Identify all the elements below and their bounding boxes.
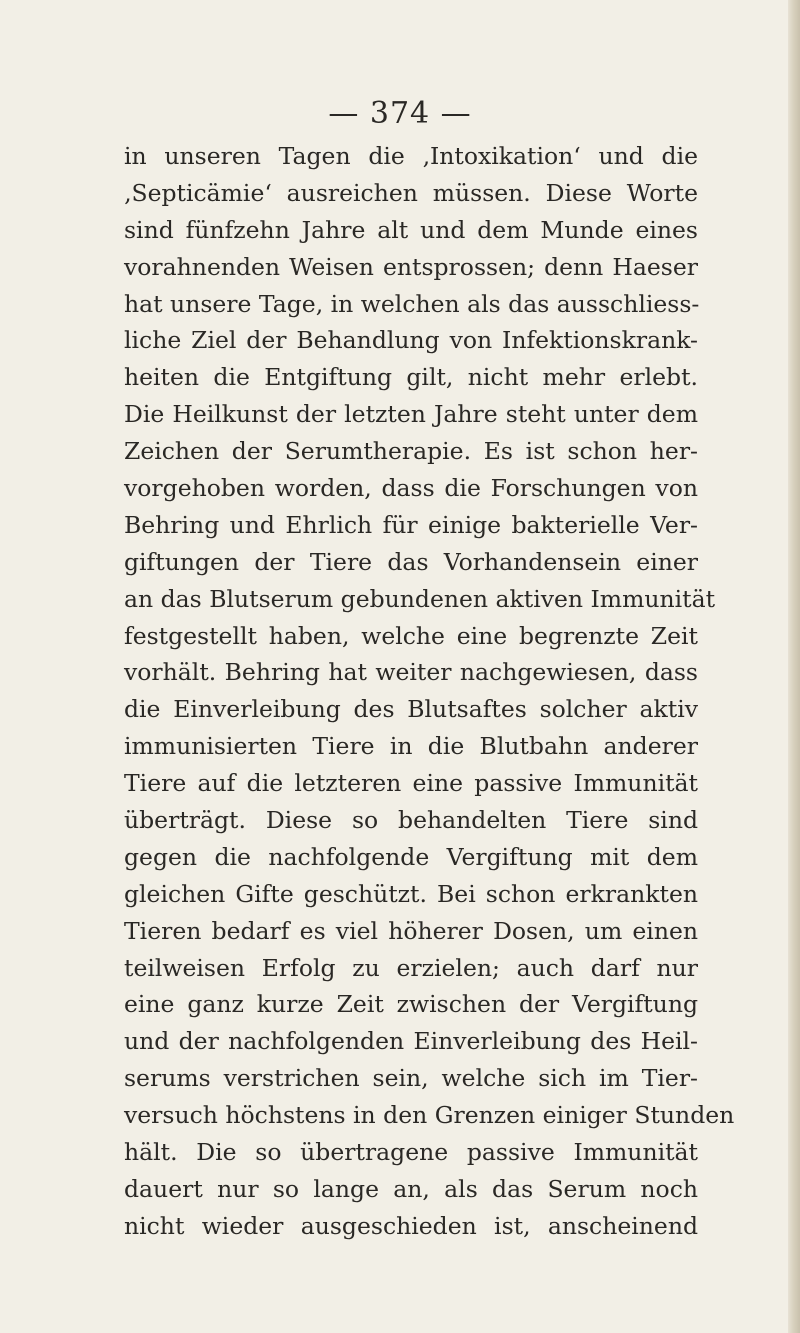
- text-line: nicht wieder ausgeschieden ist, anscheinend: [124, 1211, 698, 1240]
- text-line: überträgt. Diese so behandelten Tiere sind: [124, 806, 698, 835]
- page-number-header: — 374 —: [328, 96, 472, 131]
- text-line: teilweisen Erfolg zu erzielen; auch darf nur: [124, 953, 698, 982]
- text-line: sind fünfzehn Jahre alt und dem Munde eines: [124, 215, 698, 244]
- text-line: Tieren bedarf es viel höherer Dosen, um einen: [124, 916, 698, 945]
- text-line: giftungen der Tiere das Vorhandensein einer: [124, 547, 698, 576]
- text-line: Behring und Ehrlich für einige bakterielle Ver-: [124, 510, 698, 539]
- text-line: ‚Septicämie‘ ausreichen müssen. Diese Worte: [124, 178, 698, 207]
- text-line: hat unsere Tage, in welchen als das ausschliess-: [124, 289, 700, 318]
- text-line: und der nachfolgenden Einverleibung des Heil-: [124, 1027, 698, 1056]
- text-line: vorahnenden Weisen entsprossen; denn Haeser: [124, 252, 698, 281]
- text-line: liche Ziel der Behandlung von Infektionskrank-: [124, 326, 698, 355]
- text-line: immunisierten Tiere in die Blutbahn anderer: [124, 732, 698, 761]
- text-line: serums verstrichen sein, welche sich im Tier-: [124, 1064, 698, 1093]
- text-line: eine ganz kurze Zeit zwischen der Vergiftung: [124, 990, 698, 1019]
- text-line: versuch höchstens in den Grenzen einiger Stunden: [124, 1101, 735, 1130]
- text-line: Tiere auf die letzteren eine passive Immunität: [124, 769, 698, 798]
- text-line: die Einverleibung des Blutsaftes solcher aktiv: [124, 695, 698, 724]
- text-line: in unseren Tagen die ‚Intoxikation‘ und die: [124, 142, 698, 170]
- text-line: gegen die nachfolgende Vergiftung mit dem: [124, 842, 698, 871]
- text-line: an das Blutserum gebundenen aktiven Immunität: [124, 584, 716, 613]
- text-line: gleichen Gifte geschützt. Bei schon erkrankten: [124, 879, 698, 908]
- text-line: vorgehoben worden, dass die Forschungen von: [124, 474, 698, 503]
- text-line: vorhält. Behring hat weiter nachgewiesen, dass: [124, 658, 698, 687]
- text-line: Zeichen der Serumtherapie. Es ist schon her-: [124, 437, 698, 466]
- body-text: [124, 138, 735, 1245]
- page-edge: [788, 0, 800, 1333]
- text-line: hält. Die so übertragene passive Immunität: [124, 1138, 698, 1167]
- text-line: dauert nur so lange an, als das Serum noch: [124, 1174, 698, 1203]
- text-line: heiten die Entgiftung gilt, nicht mehr erlebt.: [124, 363, 698, 392]
- text-line: festgestellt haben, welche eine begrenzte Zeit: [124, 621, 698, 650]
- text-line: Die Heilkunst der letzten Jahre steht unter dem: [124, 400, 698, 429]
